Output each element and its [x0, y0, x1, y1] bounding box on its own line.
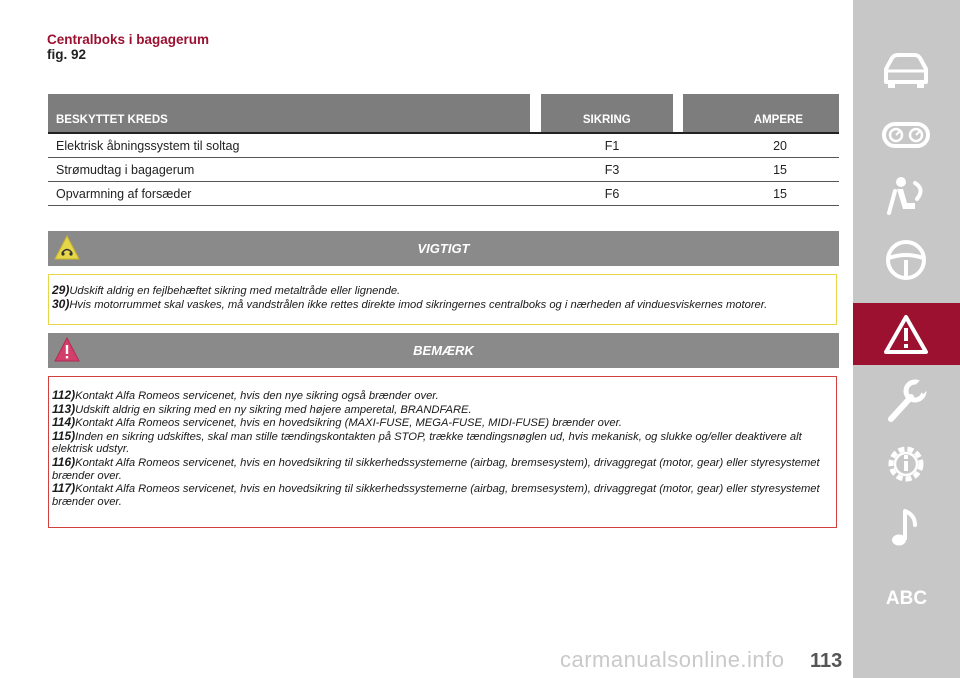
- note-label: BEMÆRK: [413, 343, 474, 358]
- header-circuit: BESKYTTET KREDS: [48, 94, 530, 133]
- sidebar-item-index[interactable]: ABC: [885, 588, 928, 609]
- sidebar-item-multimedia[interactable]: [853, 496, 960, 558]
- sidebar-item-car[interactable]: [853, 40, 960, 102]
- sidebar-item-driving[interactable]: [853, 229, 960, 291]
- sidebar-item-emergency[interactable]: [853, 303, 960, 365]
- sidebar-item-maintenance[interactable]: [853, 370, 960, 432]
- list-item: 29)Udskift aldrig en fejlbehæftet sikring med metaltråde eller lignende.: [52, 283, 401, 297]
- list-item: 112)Kontakt Alfa Romeos servicenet, hvis den nye sikring også brænder over.: [52, 388, 439, 402]
- dashboard-icon: [881, 112, 931, 156]
- cell-circuit: Strømudtag i bagagerum: [48, 158, 541, 182]
- fuse-table: [48, 94, 839, 206]
- section-title: Centralboks i bagagerum: [47, 32, 210, 47]
- chapter-sidebar: [853, 0, 960, 678]
- header-fuse: SIKRING: [541, 94, 673, 133]
- note-box: [48, 376, 837, 528]
- music-note-icon: [881, 505, 931, 549]
- page-number: 113: [810, 650, 843, 672]
- cell-ampere: 15: [683, 182, 839, 206]
- cell-ampere: 20: [683, 133, 839, 158]
- warning-box: [48, 274, 837, 325]
- warning-banner: [48, 231, 839, 266]
- sidebar-item-safety[interactable]: [853, 166, 960, 228]
- warning-icon: [881, 312, 931, 356]
- table-row: [48, 182, 839, 206]
- figure-reference: fig. 92: [47, 47, 87, 62]
- cell-fuse: F1: [541, 133, 684, 158]
- sidebar-item-dashboard[interactable]: [853, 103, 960, 165]
- header-ampere: AMPERE: [683, 94, 839, 133]
- cell-ampere: 15: [683, 158, 839, 182]
- list-item: 114)Kontakt Alfa Romeos servicenet, hvis en hovedsikring (MAXI-FUSE, MEGA-FUSE, MIDI-FUSE) brænder over.: [52, 415, 623, 430]
- cell-fuse: F6: [541, 182, 684, 206]
- steering-wheel-icon: [881, 238, 931, 282]
- list-item: 117)Kontakt Alfa Romeos servicenet, hvis en hovedsikring til sikkerhedssystemerne (airbag, bremsesystem), drivaggregat (motor, gear) eller styresystemet brænder over.: [52, 481, 820, 508]
- note-banner: [48, 333, 839, 368]
- list-item: 116)Kontakt Alfa Romeos servicenet, hvis en hovedsikring til sikkerhedssystemerne (airbag, bremsesystem), drivaggregat (motor, gear) eller styresystemet brænder over.: [52, 454, 820, 482]
- sidebar-item-technical-data[interactable]: [853, 433, 960, 495]
- gear-info-icon: [881, 442, 931, 486]
- watermark: carmanualsonline.info: [560, 647, 785, 672]
- cell-fuse: F3: [541, 158, 684, 182]
- seat-airbag-icon: [881, 175, 931, 219]
- list-item: 30)Hvis motorrummet skal vaskes, må vandstrålen ikke rettes direkte imod sikringernes centralboks og i nærheden af vinduesviskernes motorer.: [52, 296, 768, 311]
- table-row: [48, 133, 839, 158]
- warning-label: VIGTIGT: [417, 241, 470, 256]
- wrench-icon: [881, 379, 931, 423]
- table-header-row: [48, 94, 839, 133]
- list-item: 113)Udskift aldrig en sikring med en ny sikring med højere amperetal, BRANDFARE.: [52, 401, 472, 416]
- car-icon: [881, 49, 931, 93]
- cell-circuit: Elektrisk åbningssystem til soltag: [48, 133, 541, 158]
- list-item: 115)Inden en sikring udskiftes, skal man stille tændingskontakten på STOP, trække tændingsnøglen ud, hvis mekanisk, og slukke og/eller deaktivere alt elektrisk udstyr.: [52, 428, 802, 456]
- table-row: [48, 158, 839, 182]
- cell-circuit: Opvarmning af forsæder: [48, 182, 541, 206]
